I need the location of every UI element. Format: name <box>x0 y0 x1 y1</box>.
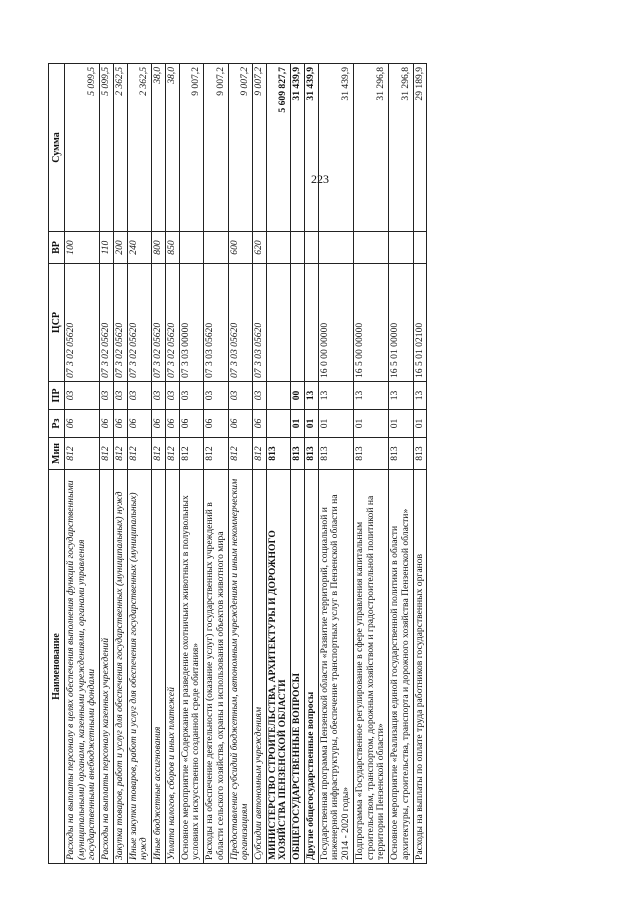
row-sum: 38,0 <box>152 64 166 232</box>
row-sum: 2 362,5 <box>113 64 127 232</box>
header-vr: ВР <box>49 232 65 264</box>
row-name: Государственная программа Пензенской области «Развитие территорий, социальной и инженерной инфраструктуры, обеспечение транспортных услуг в Пензенской области на 2014 - 2020 годы» <box>318 470 353 864</box>
row-pr: 13 <box>413 382 427 410</box>
row-name: Подпрограмма «Государственное регулирование в сфере управления капитальным строительством, транспортом, дорожным хозяйством и градостроительной политикой на территории Пензенской области» <box>353 470 388 864</box>
row-sum: 2 362,5 <box>127 64 151 232</box>
row-name: Закупка товаров, работ и услуг для обеспечения государственных (муниципальных) нужд <box>113 470 127 864</box>
row-pr: 13 <box>318 382 353 410</box>
row-vr <box>291 232 305 264</box>
row-name: Субсидии автономным учреждениям <box>253 470 267 864</box>
row-rz: 06 <box>228 410 252 438</box>
row-name: Иные бюджетные ассигнования <box>152 470 166 864</box>
row-name: Расходы на обеспечение деятельности (оказание услуг) государственных учреждений в области сельского хозяйства, охраны и использования объектов животного мира <box>204 470 228 864</box>
table-row <box>253 64 267 864</box>
row-pr <box>266 382 290 410</box>
row-min: 812 <box>100 438 114 470</box>
table-row <box>165 64 179 864</box>
row-csr <box>304 264 318 382</box>
row-min: 813 <box>353 438 388 470</box>
row-sum: 31 296,8 <box>353 64 388 232</box>
row-vr <box>304 232 318 264</box>
row-pr: 03 <box>113 382 127 410</box>
row-vr: 850 <box>165 232 179 264</box>
row-min: 813 <box>304 438 318 470</box>
row-vr <box>389 232 413 264</box>
row-min: 812 <box>65 438 100 470</box>
table-row <box>100 64 114 864</box>
row-csr: 07 3 02 05620 <box>113 264 127 382</box>
table-row <box>152 64 166 864</box>
row-rz: 06 <box>204 410 228 438</box>
row-pr: 03 <box>65 382 100 410</box>
row-csr: 16 5 01 02100 <box>413 264 427 382</box>
row-pr: 03 <box>179 382 203 410</box>
row-csr: 07 3 03 05620 <box>253 264 267 382</box>
header-name: Наименование <box>49 470 65 864</box>
table-row <box>266 64 290 864</box>
row-rz: 06 <box>100 410 114 438</box>
row-name: Другие общегосударственные вопросы <box>304 470 318 864</box>
row-csr <box>291 264 305 382</box>
row-sum: 9 007,2 <box>179 64 203 232</box>
budget-table <box>48 63 427 864</box>
row-vr: 800 <box>152 232 166 264</box>
row-min: 812 <box>204 438 228 470</box>
row-name: Уплата налогов, сборов и иных платежей <box>165 470 179 864</box>
row-name: Расходы на выплаты персоналу казенных учреждений <box>100 470 114 864</box>
row-csr <box>266 264 290 382</box>
header-csr: ЦСР <box>49 264 65 382</box>
row-pr: 03 <box>253 382 267 410</box>
row-pr: 03 <box>204 382 228 410</box>
row-csr: 07 3 03 00000 <box>179 264 203 382</box>
row-name: Основное мероприятие «Реализация единой государственной политики в области архитектуры, строительства, транспорта и дорожного хозяйства Пензенской области» <box>389 470 413 864</box>
table-row <box>204 64 228 864</box>
row-csr: 16 5 01 00000 <box>389 264 413 382</box>
row-rz: 01 <box>291 410 305 438</box>
row-name: Основное мероприятие «Содержание и разведение охотничьих животных в полувольных условиях и искусственно созданной среде обитания» <box>179 470 203 864</box>
row-sum: 5 099,5 <box>65 64 100 232</box>
row-csr: 16 5 00 00000 <box>353 264 388 382</box>
row-name: Иные закупки товаров, работ и услуг для обеспечения государственных (муниципальных) нужд <box>127 470 151 864</box>
row-min: 812 <box>228 438 252 470</box>
row-sum: 29 189,9 <box>413 64 427 232</box>
row-rz: 01 <box>353 410 388 438</box>
table-row <box>304 64 318 864</box>
row-name: Расходы на выплаты по оплате труда работников государственных органов <box>413 470 427 864</box>
table-row <box>389 64 413 864</box>
row-sum: 31 296,8 <box>389 64 413 232</box>
row-vr: 100 <box>65 232 100 264</box>
row-vr: 620 <box>253 232 267 264</box>
row-vr <box>318 232 353 264</box>
row-rz <box>266 410 290 438</box>
row-sum: 31 439,9 <box>291 64 305 232</box>
row-min: 813 <box>266 438 290 470</box>
table-row <box>65 64 100 864</box>
row-vr: 200 <box>113 232 127 264</box>
header-rz: Рз <box>49 410 65 438</box>
row-vr <box>179 232 203 264</box>
row-sum: 9 007,2 <box>204 64 228 232</box>
row-sum: 9 007,2 <box>253 64 267 232</box>
row-pr: 13 <box>389 382 413 410</box>
row-rz: 06 <box>165 410 179 438</box>
row-min: 812 <box>179 438 203 470</box>
row-vr: 600 <box>228 232 252 264</box>
row-vr <box>353 232 388 264</box>
page-number: 223 <box>311 172 329 186</box>
row-sum: 31 439,9 <box>318 64 353 232</box>
row-sum: 38,0 <box>165 64 179 232</box>
row-rz: 06 <box>179 410 203 438</box>
row-csr: 07 3 02 05620 <box>65 264 100 382</box>
row-csr: 16 0 00 00000 <box>318 264 353 382</box>
table-row <box>113 64 127 864</box>
row-pr: 03 <box>100 382 114 410</box>
row-csr: 07 3 02 05620 <box>165 264 179 382</box>
table-body <box>65 64 427 864</box>
row-rz: 01 <box>304 410 318 438</box>
row-csr: 07 3 03 05620 <box>204 264 228 382</box>
row-vr <box>204 232 228 264</box>
row-name: Предоставление субсидий бюджетным, автономным учреждениям и иным некоммерческим организациям <box>228 470 252 864</box>
row-sum: 9 007,2 <box>228 64 252 232</box>
row-sum: 31 439,9 <box>304 64 318 232</box>
rotated-table-container <box>48 64 638 864</box>
row-min: 812 <box>253 438 267 470</box>
header-min: Мин <box>49 438 65 470</box>
row-min: 812 <box>152 438 166 470</box>
header-row <box>49 64 65 864</box>
table-row <box>179 64 203 864</box>
table-row <box>127 64 151 864</box>
row-rz: 01 <box>413 410 427 438</box>
row-csr: 07 3 03 05620 <box>228 264 252 382</box>
table-row <box>291 64 305 864</box>
row-rz: 06 <box>152 410 166 438</box>
table-row <box>228 64 252 864</box>
row-min: 813 <box>318 438 353 470</box>
row-pr: 03 <box>152 382 166 410</box>
row-min: 813 <box>291 438 305 470</box>
row-vr: 110 <box>100 232 114 264</box>
table-row <box>413 64 427 864</box>
row-name: ОБЩЕГОСУДАРСТВЕННЫЕ ВОПРОСЫ <box>291 470 305 864</box>
row-min: 812 <box>113 438 127 470</box>
row-name: Расходы на выплаты персоналу в целях обеспечения выполнения функций государственными (муниципальными) органами, казенными учреждениями, органами управления государственными внебюджетными фондами <box>65 470 100 864</box>
row-rz: 06 <box>113 410 127 438</box>
row-csr: 07 3 02 05620 <box>152 264 166 382</box>
row-name: МИНИСТЕРСТВО СТРОИТЕЛЬСТВА, АРХИТЕКТУРЫ И ДОРОЖНОГО ХОЗЯЙСТВА ПЕНЗЕНСКОЙ ОБЛАСТИ <box>266 470 290 864</box>
row-min: 813 <box>389 438 413 470</box>
row-rz: 06 <box>65 410 100 438</box>
row-rz: 06 <box>253 410 267 438</box>
row-pr: 13 <box>353 382 388 410</box>
row-sum: 5 609 827,7 <box>266 64 290 232</box>
row-pr: 03 <box>228 382 252 410</box>
row-rz: 01 <box>318 410 353 438</box>
row-pr: 03 <box>127 382 151 410</box>
row-min: 813 <box>413 438 427 470</box>
row-min: 812 <box>165 438 179 470</box>
row-min: 812 <box>127 438 151 470</box>
row-csr: 07 3 02 05620 <box>100 264 114 382</box>
header-sum: Сумма <box>49 64 65 232</box>
row-csr: 07 3 02 05620 <box>127 264 151 382</box>
row-rz: 01 <box>389 410 413 438</box>
row-vr <box>266 232 290 264</box>
table-row <box>318 64 353 864</box>
row-pr: 03 <box>165 382 179 410</box>
row-rz: 06 <box>127 410 151 438</box>
row-sum: 5 099,5 <box>100 64 114 232</box>
row-pr: 00 <box>291 382 305 410</box>
header-pr: ПР <box>49 382 65 410</box>
row-vr <box>413 232 427 264</box>
row-vr: 240 <box>127 232 151 264</box>
row-pr: 13 <box>304 382 318 410</box>
table-row <box>353 64 388 864</box>
